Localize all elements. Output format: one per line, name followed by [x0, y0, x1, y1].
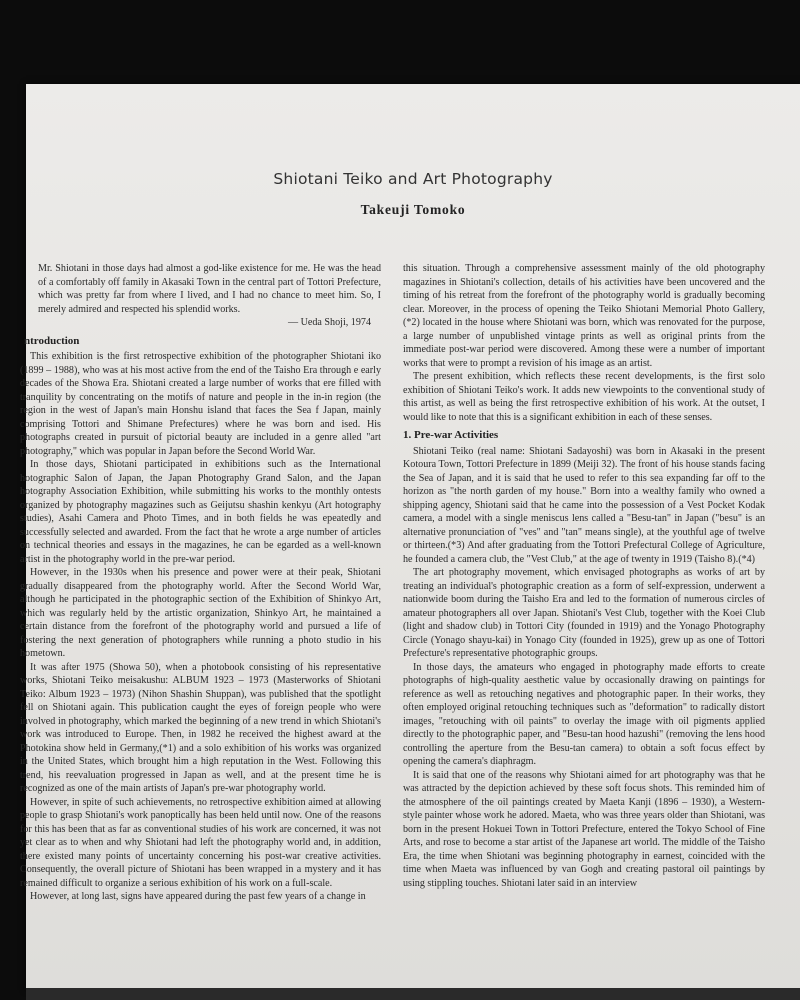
paragraph: However, in spite of such achievements, no retrospective exhibition aimed at allowing people to grasp Shiotani's work panoptically has been held until now. One of the reasons for this has been that as far as conventional studies of his work are concerned, it was not yet clear as to when and why Shiotani had left the photography world and, in addition, there existed many points of uncertainty concerning his post-war creative activities. Consequently, the overall picture of Shiotani has been wrapped in a mystery and it has remained difficult to organize a serious exhibition of his work on a full-scale.	[20, 796, 381, 889]
paragraph: However, at long last, signs have appeared during the past few years of a change in	[30, 891, 366, 902]
paragraph: this situation. Through a comprehensive assessment mainly of the old photography magazines in Shiotani's collection, details of his activities have been uncovered and the timing of his retreat from the forefront of the photography world is gradually becoming clear. Moreover, in the process of opening the Teiko Shiotani Memorial Photo Gallery,(*2) located in the house where Shiotani was born, which was renovated for the purpose, a large number of unpublished vintage prints as well as original prints from the immediate post-war period were discovered. Among these were a number of important works that were to prompt a revision of his image as an artist.	[403, 263, 765, 369]
article-title: Shiotani Teiko and Art Photography	[273, 170, 553, 188]
paragraph: In those days, Shiotani participated in exhibitions such as the International hotographic Salon of Japan, the Japan Photography Grand Salon, and the Japan hotography Association Exhibition, while submitting his works to the monthly ontests organized by photography magazines such as Geijutsu shashin kenkyu (Art hotography studies), Asahi Camera and Photo Times, and in both fields he was epeatedly and successfully selected and awarded. From the fact that he wrote a arge number of articles on technical theories and essays in the magazines, he can be egarded as a well-known artist in the photography world in the pre-war period.	[20, 459, 381, 565]
book-page	[20, 84, 800, 990]
paragraph: The present exhibition, which reflects these recent developments, is the first solo exhibition of Shiotani Teiko's work. It adds new viewpoints to the conventional study of this artist, as well as being the first retrospective exhibition of his work. At the outset, I would like to note that this is a significant exhibition in each of these senses.	[403, 371, 765, 423]
left-column	[20, 262, 381, 982]
paragraph: However, in the 1930s when his presence and power were at their peak, Shiotani gradually disappeared from the photography world. After the Second World War, although he participated in the photographic section of the Exhibition of Shinkyo Art, which was regularly held by the artistic organization, Shinkyo Art, he maintained a certain distance from the forefront of the photography world and pursued a life of fostering the next generation of photographers while running a photo studio in his hometown.	[20, 567, 381, 659]
right-column	[403, 262, 765, 984]
paragraph: The art photography movement, which envisaged photographs as works of art by treating an individual's photographic creation as a form of self-expression, underwent a nationwide boom during the Taisho Era and led to the formation of numerous circles of amateur photographers all over Japan. Shiotani's Vest Club, together with the Koei Club (light and shadow club) in Tottori City (founded in 1919) and the Yonago Photography Circle (Yonago shayu-kai) in Yonago City (founded in 1925), grew up as one of Tottori Prefecture's representative photographic groups.	[403, 567, 765, 659]
left-column-body	[20, 350, 381, 904]
paragraph: Shiotani Teiko (real name: Shiotani Sadayoshi) was born in Akasaki in the present Kotoura Town, Tottori Prefecture in 1899 (Meiji 32). The front of his house stands facing the Sea of Japan, and it is said that he used to refer to this sea expanding far off to the horizon as "the north garden of my house." Born into a wealthy family who owned a shipping agency, Shiotani said that he came into the possession of a Vest Pocket Kodak camera, a model with a single meniscus lens called a "Besu-tan" in Japan ("besu" is an alternative pronunciation of "ves" and "tan" means single), at the youthful age of twelve or thirteen.(*3) And after graduating from the Tottori Prefectural College of Agriculture, he founded a camera club, the "Vest Club," at the age of twenty in 1919 (Taisho 8).(*4)	[403, 445, 765, 565]
epigraph	[38, 262, 381, 330]
paragraph: It was after 1975 (Showa 50), when a photobook consisting of his representative works, Shiotani Teiko meisakushu: ALBUM 1923 – 1973 (Masterworks of Shiotani Teiko: Album 1923 – 1973) (Nihon Shashin Shuppan), was published that the spotlight fell on Shiotani again. This publication caught the eyes of foreign people who were involved in photography, which marked the beginning of a new trend in which Shiotani's work was introduced to Europe. Then, in 1982 he received the highest award at the Photokina show held in Germany,(*1) and a solo exhibition of his works was organized in the United States, which brought him a high reputation in the West. Following this trend, his reevaluation progressed in Japan as well, and at the present time he is recognized as one of the main artists of Japan's pre-war photography world.	[20, 661, 381, 794]
paragraph: In those days, the amateurs who engaged in photography made efforts to create photographs of high-quality aesthetic value by occasionally drawing on paintings for reference as well as retouching negatives and photographic paper. In their works, they often employed original retouching techniques such as "deformation" to radically distort images, "retouching with oil paints" to overlay the image with oil pigments applied directly to the photographic paper, and "Besu-tan hood hazushi" (removing the lens hood controlling the aperture from the Besu-tan camera) to obtain a soft focus effect by opening the camera's diaphragm.	[403, 661, 765, 767]
epigraph-text: Mr. Shiotani in those days had almost a god-like existence for me. He was the head of a comfortably off family in Akasaki Town in the central part of Tottori Prefecture, which was pretty far from where I lived, and I had no chance to meet him. So, I merely admired and respected his splendid works.	[38, 263, 381, 315]
paragraph: This exhibition is the first retrospective exhibition of the photographer Shiotani iko (1899 – 1988), who was at his most active from the end of the Taisho Era through e early decades of the Showa Era. Shiotani created a large number of works that ere filled with tranquility by concentrating on the motifs of nature and people in the in-in region (the region in the west of Japan's main Honshu island that faces the Sea f Japan, mainly comprising Tottori and Shimane Prefectures) where he was born and ised. His photographs created in pursuit of pictorial beauty are included in a genre alled "art photography," which was popular in Japan before the Second World War.	[20, 351, 381, 457]
paragraph: It is said that one of the reasons why Shiotani aimed for art photography was that he was attracted by the depiction achieved by these soft focus shots. This reminded him of the atmosphere of the oil paintings created by Maeta Kanji (1896 – 1930), a Western-style painter whose work he adored. Maeta, who was three years older than Shiotani, was born in the present Hokuei Town in Tottori Prefecture, entered the Tokyo School of Fine Arts, and rose to become a star artist of the Japanese art world. The middle of the Taisho Era, the time when Shiotani was beginning photography in earnest, coincided with the time when Maeta was influenced by van Gogh and creating pastoral oil paintings by using stippling touches. Shiotani later said in an interview	[403, 769, 765, 889]
epigraph-attribution: — Ueda Shoji, 1974	[288, 317, 371, 328]
article-author: Takeuji Tomoko	[360, 202, 466, 217]
prewar-heading: 1. Pre-war Activities	[403, 429, 499, 441]
introduction-heading: ntroduction	[24, 334, 80, 347]
page-edge-shadow	[26, 988, 800, 1000]
